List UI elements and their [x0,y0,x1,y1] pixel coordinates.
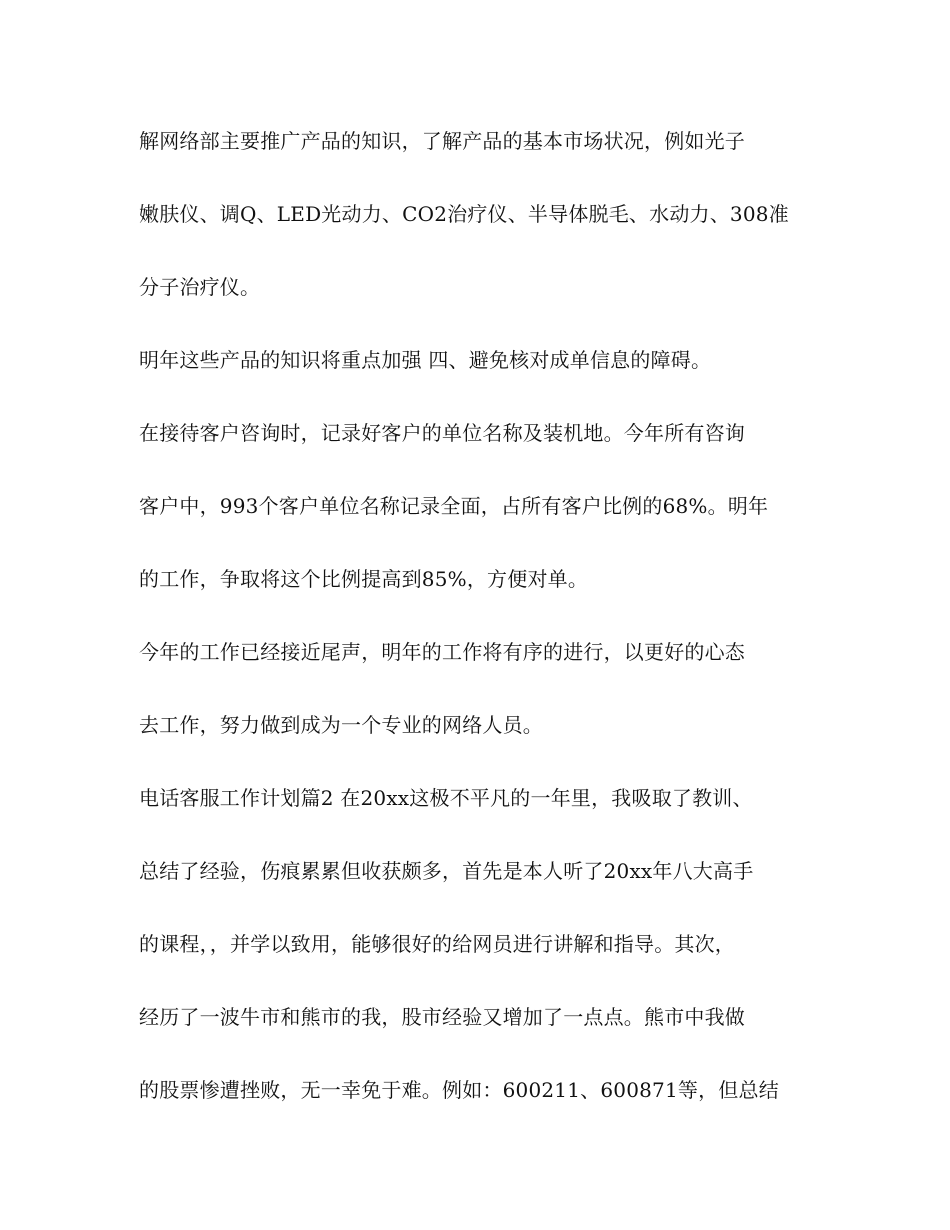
text-line: 嫩肤仪、调Q、LED光动力、CO2治疗仪、半导体脱毛、水动力、308准 [139,202,789,226]
text-line: 在接待客户咨询时，记录好客户的单位名称及装机地。今年所有咨询 [139,421,745,445]
text-line: 的股票惨遭挫败，无一幸免于难。例如：600211、600871等，但总结 [139,1078,779,1102]
text-line: 总结了经验，伤痕累累但收获颇多，首先是本人听了20xx年八大高手 [139,859,754,883]
text-line: 的课程，，并学以致用，能够很好的给网员进行讲解和指导。其次， [139,932,735,956]
text-line: 去工作，努力做到成为一个专业的网络人员。 [139,713,543,737]
text-line: 今年的工作已经接近尾声，明年的工作将有序的进行，以更好的心态 [139,640,745,664]
text-line: 电话客服工作计划篇2 在20xx这极不平凡的一年里，我吸取了教训、 [139,786,753,810]
text-line: 明年这些产品的知识将重点加强 四、避免核对成单信息的障碍。 [139,348,712,372]
text-line: 客户中，993个客户单位名称记录全面，占所有客户比例的68%。明年 [139,494,769,518]
text-line: 经历了一波牛市和熊市的我，股市经验又增加了一点点。熊市中我做 [139,1005,745,1029]
text-line: 解网络部主要推广产品的知识，了解产品的基本市场状况，例如光子 [139,129,745,153]
text-line: 的工作，争取将这个比例提高到85%，方便对单。 [139,567,589,591]
text-line: 分子治疗仪。 [139,275,261,299]
